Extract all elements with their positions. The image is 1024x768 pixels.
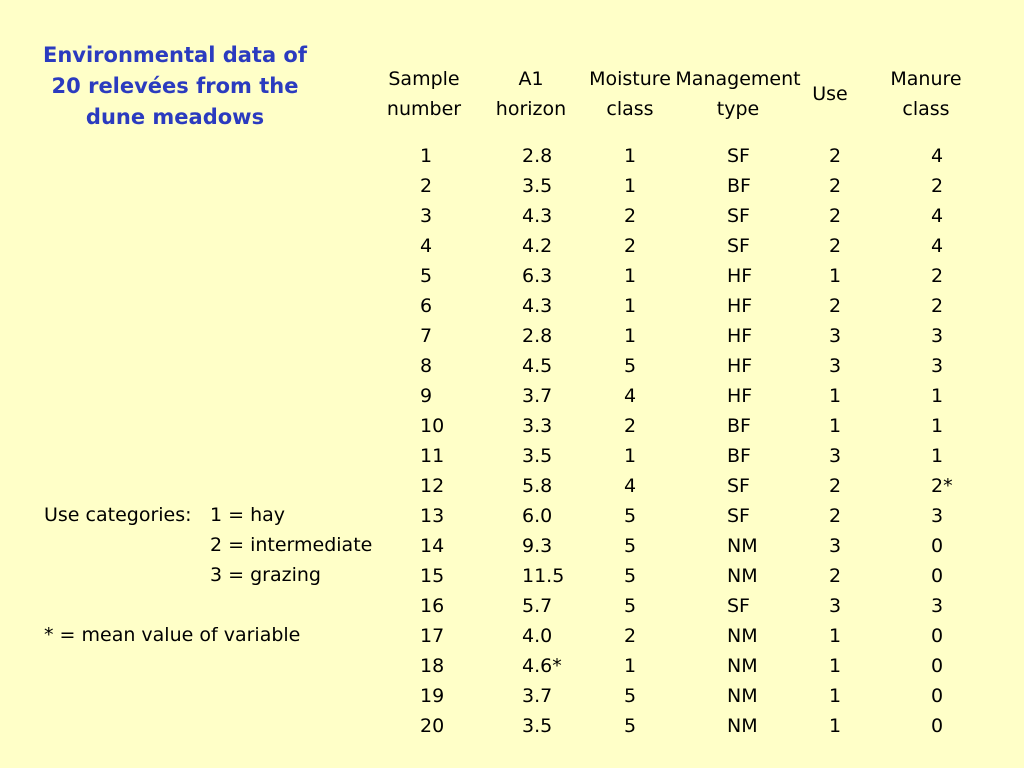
cell-moisture-class: 2 <box>624 625 637 647</box>
cell-moisture-class: 1 <box>624 175 637 197</box>
cell-use: 3 <box>829 595 842 617</box>
cell-moisture-class: 1 <box>624 655 637 677</box>
title-line-2: 20 relevées from the <box>51 74 299 98</box>
use-category-2: 2 = intermediate <box>210 534 373 556</box>
cell-moisture-class: 1 <box>624 325 637 347</box>
use-categories-label: Use categories: <box>44 504 192 526</box>
cell-sample-number: 14 <box>420 535 445 557</box>
cell-manure-class: 3 <box>931 355 944 377</box>
use-category-1: 1 = hay <box>210 504 286 526</box>
cell-management-type: SF <box>727 145 750 167</box>
cell-a1-horizon: 4.6* <box>522 655 562 677</box>
cell-use: 2 <box>829 505 842 527</box>
cell-use: 2 <box>829 295 842 317</box>
cell-sample-number: 15 <box>420 565 445 587</box>
cell-moisture-class: 1 <box>624 145 637 167</box>
cell-moisture-class: 5 <box>624 535 637 557</box>
cell-management-type: SF <box>727 505 750 527</box>
cell-sample-number: 11 <box>420 445 445 467</box>
cell-moisture-class: 2 <box>624 235 637 257</box>
cell-a1-horizon: 11.5 <box>522 565 565 587</box>
cell-use: 1 <box>829 685 842 707</box>
header-manure-class: Manure class <box>890 68 962 120</box>
cell-use: 2 <box>829 175 842 197</box>
cell-management-type: HF <box>727 355 753 377</box>
page-title <box>25 40 325 133</box>
cell-sample-number: 7 <box>420 325 433 347</box>
cell-moisture-class: 2 <box>624 205 637 227</box>
cell-manure-class: 4 <box>931 235 944 257</box>
cell-a1-horizon: 3.7 <box>522 685 553 707</box>
cell-sample-number: 10 <box>420 415 445 437</box>
cell-use: 2 <box>829 235 842 257</box>
cell-a1-horizon: 4.3 <box>522 295 553 317</box>
cell-use: 1 <box>829 415 842 437</box>
cell-management-type: NM <box>727 685 758 707</box>
cell-manure-class: 0 <box>931 565 944 587</box>
cell-use: 3 <box>829 445 842 467</box>
cell-sample-number: 18 <box>420 655 445 677</box>
cell-sample-number: 2 <box>420 175 433 197</box>
cell-moisture-class: 5 <box>624 715 637 737</box>
cell-a1-horizon: 4.3 <box>522 205 553 227</box>
cell-use: 1 <box>829 715 842 737</box>
cell-manure-class: 3 <box>931 595 944 617</box>
cell-a1-horizon: 3.5 <box>522 715 553 737</box>
cell-moisture-class: 4 <box>624 385 637 407</box>
cell-moisture-class: 1 <box>624 265 637 287</box>
cell-manure-class: 0 <box>931 685 944 707</box>
cell-management-type: SF <box>727 235 750 257</box>
cell-use: 3 <box>829 535 842 557</box>
cell-management-type: BF <box>727 175 751 197</box>
cell-manure-class: 2 <box>931 265 944 287</box>
cell-use: 2 <box>829 475 842 497</box>
cell-a1-horizon: 5.8 <box>522 475 553 497</box>
cell-sample-number: 5 <box>420 265 433 287</box>
title-line-3: dune meadows <box>85 105 265 129</box>
cell-management-type: HF <box>727 385 753 407</box>
cell-moisture-class: 5 <box>624 685 637 707</box>
header-moisture-class: Moisture class <box>589 68 671 120</box>
cell-sample-number: 9 <box>420 385 433 407</box>
cell-manure-class: 4 <box>931 205 944 227</box>
cell-manure-class: 0 <box>931 625 944 647</box>
cell-use: 1 <box>829 655 842 677</box>
cell-sample-number: 6 <box>420 295 433 317</box>
cell-manure-class: 1 <box>931 445 944 467</box>
cell-a1-horizon: 3.5 <box>522 445 553 467</box>
cell-management-type: SF <box>727 595 750 617</box>
cell-manure-class: 2* <box>931 475 953 497</box>
cell-sample-number: 16 <box>420 595 445 617</box>
asterisk-note: * = mean value of variable <box>44 624 301 646</box>
cell-a1-horizon: 5.7 <box>522 595 553 617</box>
cell-sample-number: 13 <box>420 505 445 527</box>
cell-a1-horizon: 6.0 <box>522 505 553 527</box>
cell-use: 2 <box>829 145 842 167</box>
cell-use: 2 <box>829 205 842 227</box>
cell-management-type: SF <box>727 205 750 227</box>
cell-moisture-class: 2 <box>624 415 637 437</box>
cell-sample-number: 8 <box>420 355 433 377</box>
cell-management-type: HF <box>727 265 753 287</box>
cell-moisture-class: 5 <box>624 505 637 527</box>
cell-use: 1 <box>829 385 842 407</box>
cell-management-type: NM <box>727 565 758 587</box>
cell-manure-class: 3 <box>931 325 944 347</box>
cell-manure-class: 0 <box>931 535 944 557</box>
cell-management-type: HF <box>727 325 753 347</box>
cell-management-type: SF <box>727 475 750 497</box>
cell-manure-class: 0 <box>931 655 944 677</box>
cell-a1-horizon: 3.5 <box>522 175 553 197</box>
cell-sample-number: 1 <box>420 145 433 167</box>
title-line-1: Environmental data of <box>43 43 307 67</box>
cell-moisture-class: 5 <box>624 565 637 587</box>
cell-manure-class: 1 <box>931 385 944 407</box>
cell-a1-horizon: 3.7 <box>522 385 553 407</box>
cell-a1-horizon: 4.2 <box>522 235 553 257</box>
cell-sample-number: 19 <box>420 685 445 707</box>
cell-management-type: NM <box>727 655 758 677</box>
use-category-3: 3 = grazing <box>210 564 321 586</box>
cell-sample-number: 4 <box>420 235 433 257</box>
cell-management-type: NM <box>727 625 758 647</box>
cell-manure-class: 2 <box>931 295 944 317</box>
cell-use: 1 <box>829 625 842 647</box>
cell-a1-horizon: 9.3 <box>522 535 553 557</box>
cell-sample-number: 12 <box>420 475 445 497</box>
cell-use: 2 <box>829 565 842 587</box>
cell-management-type: NM <box>727 535 758 557</box>
cell-a1-horizon: 2.8 <box>522 325 553 347</box>
cell-moisture-class: 1 <box>624 295 637 317</box>
header-a1-horizon: A1 horizon <box>495 68 567 120</box>
cell-sample-number: 3 <box>420 205 433 227</box>
cell-manure-class: 4 <box>931 145 944 167</box>
cell-a1-horizon: 3.3 <box>522 415 553 437</box>
cell-manure-class: 2 <box>931 175 944 197</box>
cell-use: 3 <box>829 355 842 377</box>
cell-a1-horizon: 4.5 <box>522 355 553 377</box>
header-use: Use <box>812 83 848 105</box>
cell-sample-number: 20 <box>420 715 445 737</box>
cell-a1-horizon: 2.8 <box>522 145 553 167</box>
cell-moisture-class: 5 <box>624 595 637 617</box>
cell-use: 1 <box>829 265 842 287</box>
cell-management-type: BF <box>727 445 751 467</box>
header-management-type: Management type <box>675 68 801 120</box>
cell-manure-class: 0 <box>931 715 944 737</box>
cell-management-type: NM <box>727 715 758 737</box>
header-sample-number: Sample number <box>386 68 462 120</box>
cell-a1-horizon: 4.0 <box>522 625 553 647</box>
cell-manure-class: 1 <box>931 415 944 437</box>
cell-manure-class: 3 <box>931 505 944 527</box>
cell-management-type: BF <box>727 415 751 437</box>
cell-moisture-class: 1 <box>624 445 637 467</box>
cell-management-type: HF <box>727 295 753 317</box>
cell-moisture-class: 5 <box>624 355 637 377</box>
cell-use: 3 <box>829 325 842 347</box>
cell-a1-horizon: 6.3 <box>522 265 553 287</box>
cell-moisture-class: 4 <box>624 475 637 497</box>
cell-sample-number: 17 <box>420 625 445 647</box>
